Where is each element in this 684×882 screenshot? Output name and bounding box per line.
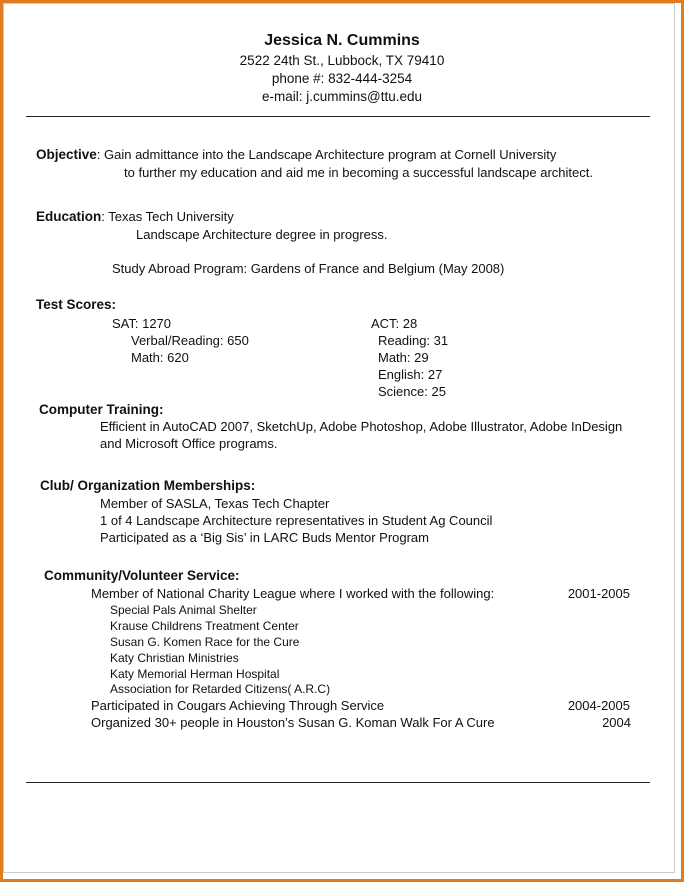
- email: e-mail: j.cummins@ttu.edu: [261, 89, 422, 104]
- test-scores-label: Test Scores:: [36, 297, 117, 312]
- act-math: Math: 29: [378, 350, 429, 365]
- ncl-item: Special Pals Animal Shelter: [110, 603, 257, 617]
- resume-name: Jessica N. Cummins: [264, 32, 420, 49]
- sat-total: SAT: 1270: [112, 316, 172, 331]
- computer-label: Computer Training:: [39, 402, 164, 417]
- act-reading: Reading: 31: [378, 333, 449, 348]
- education-label: Education: [36, 209, 102, 224]
- objective-line-1: [36, 147, 556, 162]
- education-degree: Landscape Architecture degree in progress.: [136, 227, 388, 242]
- ncl-item: Katy Christian Ministries: [110, 651, 239, 665]
- ncl-item: Association for Retarded Citizens( A.R.C): [110, 682, 331, 696]
- act-total: ACT: 28: [371, 316, 418, 331]
- computer-line-2: and Microsoft Office programs.: [100, 436, 278, 451]
- computer-line-1: Efficient in AutoCAD 2007, SketchUp, Adobe Photoshop, Adobe Illustrator, Adobe InDesign: [100, 419, 623, 434]
- objective-label: Objective: [36, 147, 97, 162]
- address: 2522 24th St., Lubbock, TX 79410: [239, 53, 445, 68]
- ncl-item: Susan G. Komen Race for the Cure: [110, 635, 300, 649]
- club-item: Member of SASLA, Texas Tech Chapter: [100, 496, 330, 511]
- community-label: Community/Volunteer Service:: [44, 568, 240, 583]
- cougars-years: 2004-2005: [567, 698, 630, 713]
- education-school: : Texas Tech University: [101, 209, 234, 224]
- act-english: English: 27: [378, 367, 443, 382]
- sat-math: Math: 620: [131, 350, 189, 365]
- walk-text: Organized 30+ people in Houston’s Susan G. Koman Walk For A Cure: [91, 715, 495, 730]
- ncl-text: Member of National Charity League where I worked with the following:: [91, 586, 495, 601]
- objective-text-2: to further my education and aid me in becoming a successful landscape architect.: [124, 165, 593, 180]
- footer-divider: [26, 782, 650, 783]
- education-line: [36, 209, 234, 224]
- cougars-text: Participated in Cougars Achieving Through Service: [91, 698, 385, 713]
- ncl-years: 2001-2005: [567, 586, 630, 601]
- clubs-label: Club/ Organization Memberships:: [40, 478, 256, 493]
- objective-text-1: : Gain admittance into the Landscape Architecture program at Cornell University: [96, 147, 557, 162]
- phone: phone #: 832-444-3254: [271, 71, 413, 86]
- ncl-item: Krause Childrens Treatment Center: [110, 619, 299, 633]
- header-divider: [26, 116, 650, 117]
- sat-verbal: Verbal/Reading: 650: [131, 333, 249, 348]
- walk-year: 2004: [602, 715, 631, 730]
- club-item: Participated as a ‘Big Sis’ in LARC Buds Mentor Program: [100, 530, 429, 545]
- education-abroad: Study Abroad Program: Gardens of France and Belgium (May 2008): [112, 261, 505, 276]
- club-item: 1 of 4 Landscape Architecture representatives in Student Ag Council: [100, 513, 493, 528]
- act-science: Science: 25: [378, 384, 446, 399]
- ncl-item: Katy Memorial Herman Hospital: [110, 667, 280, 681]
